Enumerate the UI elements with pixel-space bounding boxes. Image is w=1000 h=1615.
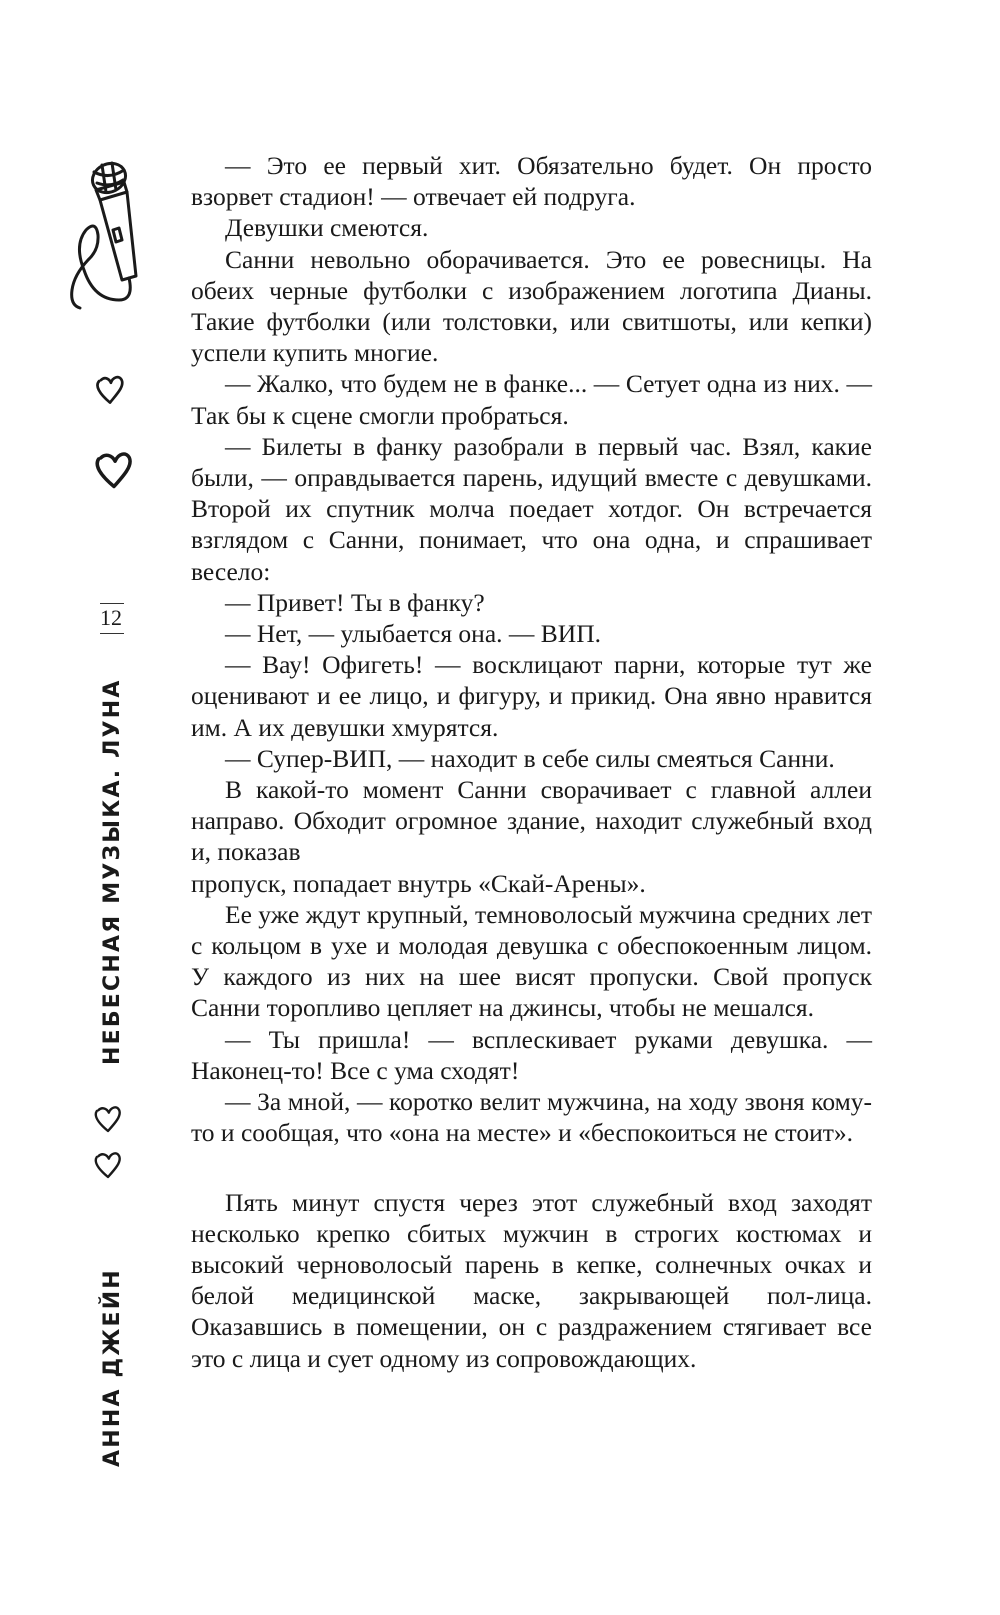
paragraph: — Привет! Ты в фанку? xyxy=(225,587,485,617)
paragraph: — Билеты в фанку разобрали в первый час. Взял, какие были, — оправдывается парень, идущий вместе с девушками. Второй их спутник молча поедает хотдог. Он встречается взглядом с Санни, понимает, что она одна, и спрашивает весело: xyxy=(191,431,872,586)
page-number: 12 xyxy=(100,605,122,630)
heart-icon xyxy=(92,1149,124,1181)
page-number-rule-bottom xyxy=(100,633,124,634)
paragraph: — Вау! Офигеть! — восклицают парни, которые тут же оценивают и ее лицо, и фигуру, и прикид. Она явно нравится им. А их девушки хмурятся. xyxy=(191,650,872,742)
paragraph: — Это ее первый хит. Обязательно будет. Он просто взорвет стадион! — отвечает ей подруга. xyxy=(191,151,872,212)
author-name: АННА ДЖЕЙН xyxy=(100,1268,125,1467)
paragraph: — Нет, — улыбается она. — ВИП. xyxy=(225,619,601,649)
heart-icon xyxy=(92,372,128,408)
microphone-icon xyxy=(64,150,174,310)
paragraph: — За мной, — коротко велит мужчина, на ходу звоня кому-то и сообщая, что «она на месте» и «беспокоиться не стоит». xyxy=(191,1087,872,1148)
page-number-rule-top xyxy=(100,603,124,604)
heart-icon xyxy=(92,448,136,492)
paragraph: — Жалко, что будем не в фанке... — Сетует одна из них. — Так бы к сцене смогли пробраться. xyxy=(191,369,872,430)
body-text xyxy=(191,150,872,1374)
paragraph: Ее уже ждут крупный, темноволосый мужчина средних лет с кольцом в ухе и молодая девушка с обеспокоенным лицом. У каждого из них на шее висят пропуски. Свой пропуск Санни торопливо цепляет на джинсы, чтобы не мешался. xyxy=(191,899,872,1023)
running-title: НЕБЕСНАЯ МУЗЫКА. ЛУНА xyxy=(100,678,125,1065)
paragraph: В какой-то момент Санни сворачивает с главной аллеи направо. Обходит огромное здание, находит служебный вход и, показав xyxy=(191,775,872,867)
paragraph: Санни невольно оборачивается. Это ее ровесницы. На обеих черные футболки с изображением логотипа Дианы. Такие футболки (или толстовки, или свитшоты, или кепки) успели купить многие. xyxy=(191,244,872,368)
heart-icon xyxy=(92,1103,124,1135)
paragraph: Девушки смеются. xyxy=(225,213,429,243)
paragraph: — Супер-ВИП, — находит в себе силы смеяться Санни. xyxy=(225,743,835,773)
paragraph: Пять минут спустя через этот служебный вход заходят несколько крепко сбитых мужчин в строгих костюмах и высокий черноволосый парень в кепке, солнечных очках и белой медицинской маске, закрывающей пол-лица. Оказавшись в помещении, он с раздражением стягивает все это с лица и сует одному из сопровождающих. xyxy=(191,1187,872,1373)
paragraph: пропуск, попадает внутрь «Скай-Арены». xyxy=(191,868,646,898)
paragraph: — Ты пришла! — всплескивает руками девушка. — Наконец-то! Все с ума сходят! xyxy=(191,1024,872,1085)
